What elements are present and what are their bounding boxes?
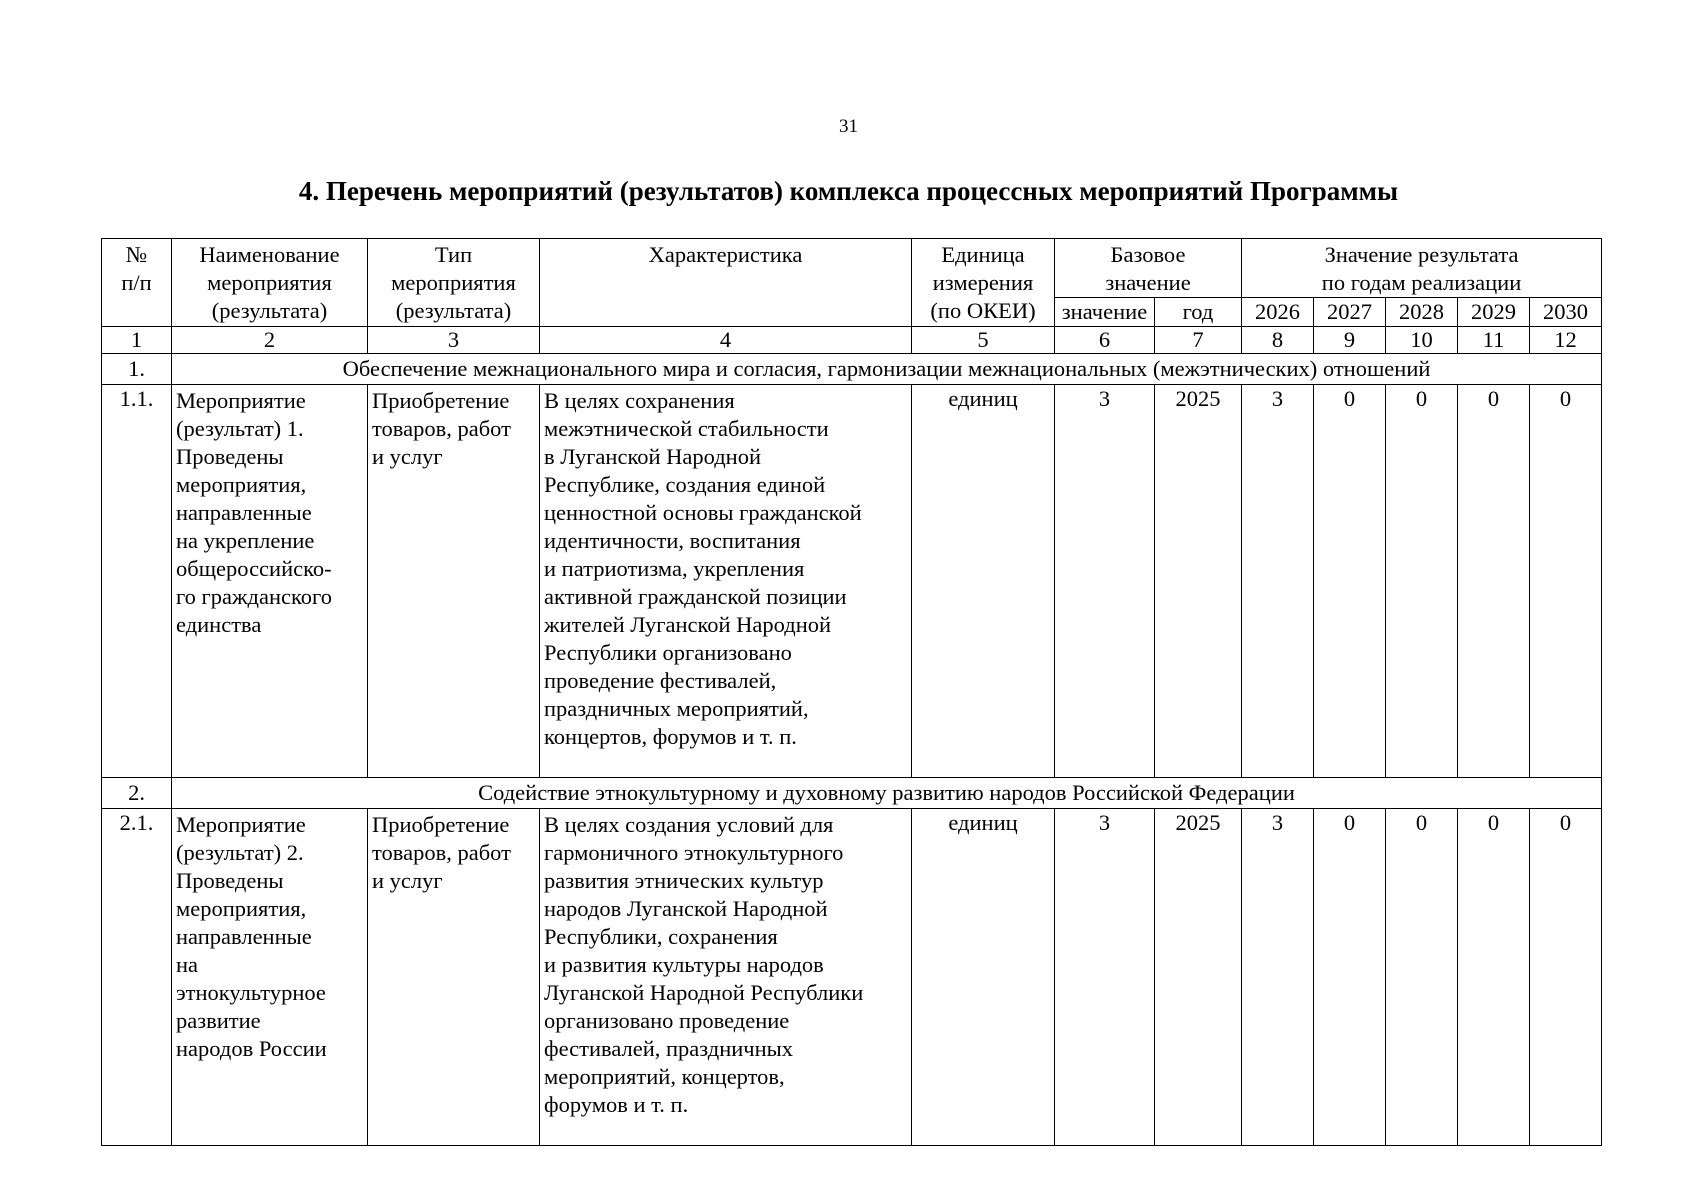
column-number: 4 bbox=[540, 327, 912, 354]
column-number: 3 bbox=[368, 327, 540, 354]
column-number: 9 bbox=[1314, 327, 1386, 354]
header-base-year: год bbox=[1155, 298, 1242, 327]
year-value-cell: 0 bbox=[1386, 809, 1458, 1146]
column-number: 12 bbox=[1530, 327, 1602, 354]
header-characteristic: Характеристика bbox=[540, 239, 912, 327]
table-row bbox=[102, 385, 1602, 778]
column-number: 2 bbox=[172, 327, 368, 354]
activity-characteristic: В целях сохранения межэтнической стабильности в Луганской Народной Республике, создания единой ценностной основы гражданской идентичности, воспитания и патриотизма, укрепления активной гражданской позиции жителей Луганской Народной Республики организовано проведение фестивалей, праздничных мероприятий, концертов, форумов и т. п. bbox=[540, 385, 912, 778]
column-number: 1 bbox=[102, 327, 172, 354]
section-number: 2. bbox=[102, 778, 172, 809]
year-value-cell: 0 bbox=[1458, 809, 1530, 1146]
page-number: 31 bbox=[839, 116, 858, 137]
row-number: 2.1. bbox=[102, 809, 172, 1146]
header-year: 2029 bbox=[1458, 298, 1530, 327]
base-year-cell: 2025 bbox=[1155, 385, 1242, 778]
section-title: Обеспечение межнационального мира и согласия, гармонизации межнациональных (межэтнических) отношений bbox=[172, 354, 1602, 385]
base-value-cell: 3 bbox=[1055, 385, 1155, 778]
column-numbers-row bbox=[102, 327, 1602, 354]
column-number: 7 bbox=[1155, 327, 1242, 354]
activity-name: Мероприятие (результат) 1. Проведены мероприятия, направленные на укрепление общероссийско- го гражданского единства bbox=[172, 385, 368, 778]
column-number: 8 bbox=[1242, 327, 1314, 354]
header-type: Тип мероприятия (результата) bbox=[368, 239, 540, 327]
header-row-top bbox=[102, 239, 1602, 298]
year-value-cell: 0 bbox=[1530, 809, 1602, 1146]
header-base-value: значение bbox=[1055, 298, 1155, 327]
activity-type: Приобретение товаров, работ и услуг bbox=[368, 385, 540, 778]
header-result: Значение результата по годам реализации bbox=[1242, 239, 1602, 298]
header-unit: Единица измерения (по ОКЕИ) bbox=[912, 239, 1055, 327]
year-value-cell: 0 bbox=[1386, 385, 1458, 778]
header-year: 2030 bbox=[1530, 298, 1602, 327]
base-value-cell: 3 bbox=[1055, 809, 1155, 1146]
header-year: 2026 bbox=[1242, 298, 1314, 327]
column-number: 6 bbox=[1055, 327, 1155, 354]
activity-characteristic: В целях создания условий для гармоничного этнокультурного развития этнических культур народов Луганской Народной Республики, сохранения и развития культуры народов Луганской Народной Республики организовано проведение фестивалей, праздничных мероприятий, концертов, форумов и т. п. bbox=[540, 809, 912, 1146]
section-number: 1. bbox=[102, 354, 172, 385]
year-value-cell: 0 bbox=[1314, 809, 1386, 1146]
year-value-cell: 0 bbox=[1314, 385, 1386, 778]
activity-type: Приобретение товаров, работ и услуг bbox=[368, 809, 540, 1146]
header-name: Наименование мероприятия (результата) bbox=[172, 239, 368, 327]
section-row bbox=[102, 354, 1602, 385]
column-number: 5 bbox=[912, 327, 1055, 354]
column-number: 10 bbox=[1386, 327, 1458, 354]
table-row bbox=[102, 809, 1602, 1146]
year-value-cell: 3 bbox=[1242, 809, 1314, 1146]
column-number: 11 bbox=[1458, 327, 1530, 354]
header-year: 2028 bbox=[1386, 298, 1458, 327]
page-title: 4. Перечень мероприятий (результатов) комплекса процессных мероприятий Программы bbox=[298, 176, 1399, 206]
row-number: 1.1. bbox=[102, 385, 172, 778]
unit-cell: единиц bbox=[912, 385, 1055, 778]
year-value-cell: 3 bbox=[1242, 385, 1314, 778]
section-title: Содействие этнокультурному и духовному развитию народов Российской Федерации bbox=[172, 778, 1602, 809]
base-year-cell: 2025 bbox=[1155, 809, 1242, 1146]
header-base: Базовое значение bbox=[1055, 239, 1242, 298]
section-row bbox=[102, 778, 1602, 809]
activity-name: Мероприятие (результат) 2. Проведены мероприятия, направленные на этнокультурное развитие народов России bbox=[172, 809, 368, 1146]
activities-table bbox=[101, 238, 1602, 1146]
year-value-cell: 0 bbox=[1530, 385, 1602, 778]
header-year: 2027 bbox=[1314, 298, 1386, 327]
unit-cell: единиц bbox=[912, 809, 1055, 1146]
year-value-cell: 0 bbox=[1458, 385, 1530, 778]
header-num: № п/п bbox=[102, 239, 172, 327]
